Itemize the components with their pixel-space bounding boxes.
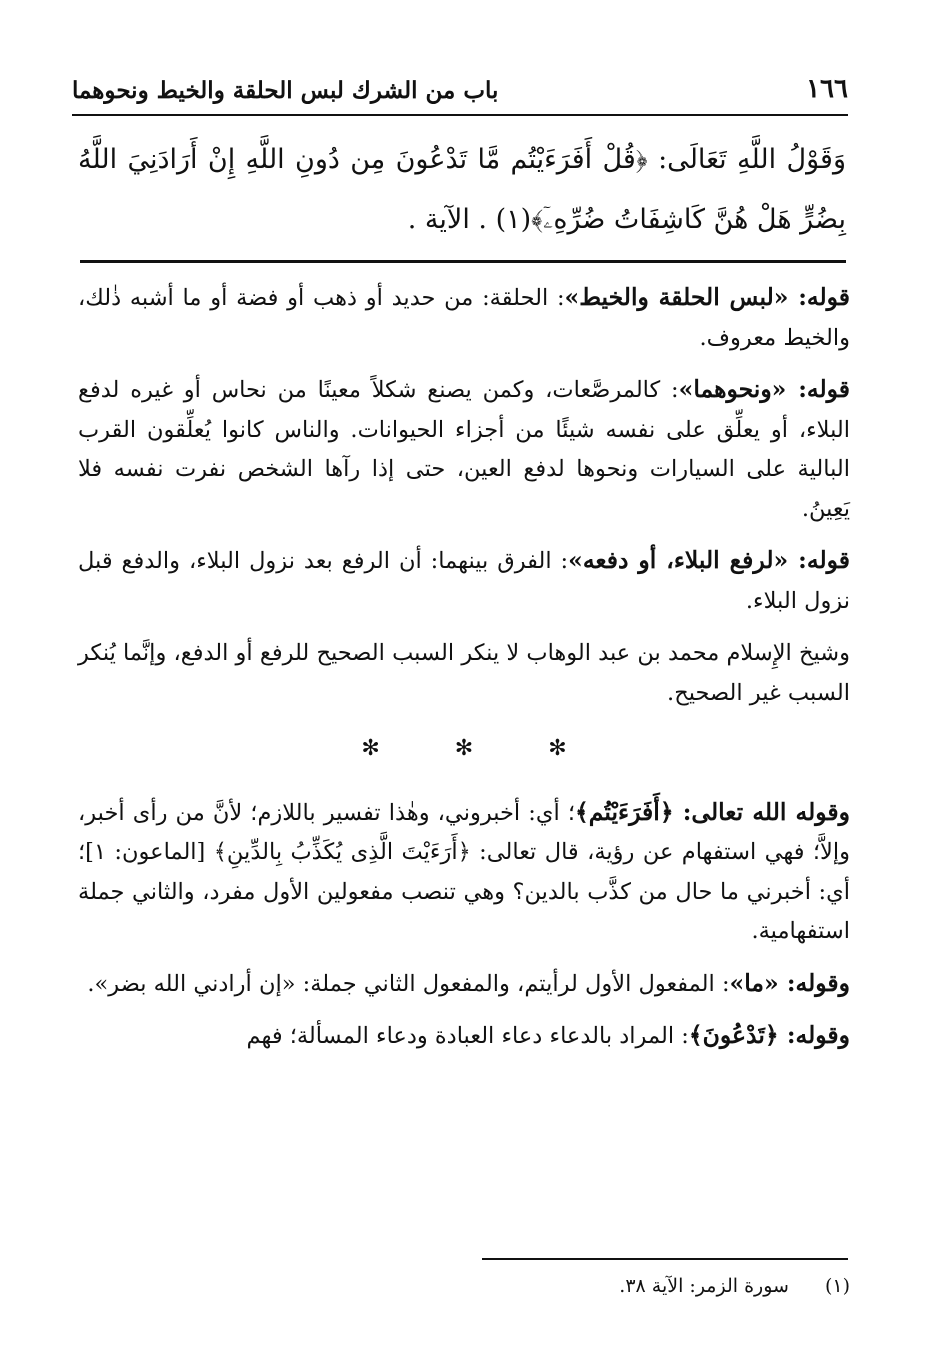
paragraph xyxy=(78,541,850,621)
paragraph xyxy=(78,1016,850,1057)
paragraph-text: : المراد بالدعاء دعاء العبادة ودعاء المسألة؛ فهم xyxy=(246,1023,689,1049)
section-separator: ✻ ✻ ✻ xyxy=(361,736,601,761)
commentary-body xyxy=(78,278,850,1069)
chapter-title: باب من الشرك لبس الحلقة والخيط ونحوهما xyxy=(72,77,499,104)
paragraph-label: وقوله: «ما» xyxy=(729,968,850,997)
paragraph-label: وقوله الله تعالى: ﴿أَفَرَءَيْتُم﴾ xyxy=(575,797,850,826)
header-divider xyxy=(72,114,848,116)
quran-verse: وَقَوْلُ اللَّهِ تَعَالَى: ﴿قُلْ أَفَرَءَيْتُم مَّا تَدْعُونَ مِن دُونِ اللَّهِ إِنْ أَرَادَنِيَ اللَّهُ بِضُرٍّ هَلْ هُنَّ كَاشِفَاتُ ضُرِّهِۦٓ﴾(١) . الآية . xyxy=(78,144,846,235)
footnote-number: (١) xyxy=(824,1275,850,1297)
paragraph-label: قوله: «لبس الحلقة والخيط» xyxy=(564,283,851,311)
paragraph xyxy=(78,278,850,358)
paragraph-text: وشيخ الإِسلام محمد بن عبد الوهاب لا ينكر السبب الصحيح للرفع أو الدفع، وإنَّما يُنكر السبب غير الصحيح. xyxy=(78,640,850,706)
paragraph-text: ؛ أي: أخبروني، وهٰذا تفسير باللازم؛ لأنَّ من رأى أخبر، وإلاَّ؛ فهي استفهام عن رؤية، قال تعالى: ﴿أَرَءَيْتَ الَّذِى يُكَذِّبُ بِالدِّينِ﴾ [الماعون: ١]؛ أي: أخبرني ما حال من كذَّب بالدين؟ وهي تنصب مفعولين الأول مفرد، والثاني جملة استفهامية. xyxy=(78,799,850,944)
paragraph-text: : المفعول الأول لرأيتم، والمفعول الثاني جملة: «إن أرادني الله بضر». xyxy=(87,970,730,997)
footnote-text: سورة الزمر: الآية ٣٨. xyxy=(619,1275,789,1297)
paragraph-label: قوله: «ونحوهما» xyxy=(678,375,850,403)
paragraph-text: : كالمرصَّعات، وكمن يصنع شكلاً معينًا من نحاس أو غيره لدفع البلاء، أو يعلِّق على نفسه شيئًا من أجزاء الحيوانات. والناس كانوا يُعلِّقون القرب البالية على السيارات ونحوها لدفع العين، حتى إذا رآها الشخص نفرت نفسه فلا يَعِينُ. xyxy=(78,377,850,522)
paragraph xyxy=(78,370,850,529)
paragraph xyxy=(78,633,850,713)
paragraph xyxy=(78,793,850,952)
page-number: ١٦٦ xyxy=(806,74,848,104)
footnote xyxy=(80,1275,850,1297)
paragraph xyxy=(78,964,850,1005)
paragraph-label: قوله: «لرفع البلاء، أو دفعه» xyxy=(568,546,850,574)
paragraph-label: وقوله: ﴿تَدْعُونَ﴾ xyxy=(688,1021,850,1049)
verse-divider xyxy=(80,260,846,263)
page-header xyxy=(72,60,848,104)
paragraph-text: : الفرق بينهما: أن الرفع بعد نزول البلاء، والدفع قبل نزول البلاء. xyxy=(78,548,850,614)
footnote-divider xyxy=(482,1258,848,1260)
paragraph-text: : الحلقة: من حديد أو ذهب أو فضة أو ما أشبه ذٰلك، والخيط معروف. xyxy=(78,285,850,351)
